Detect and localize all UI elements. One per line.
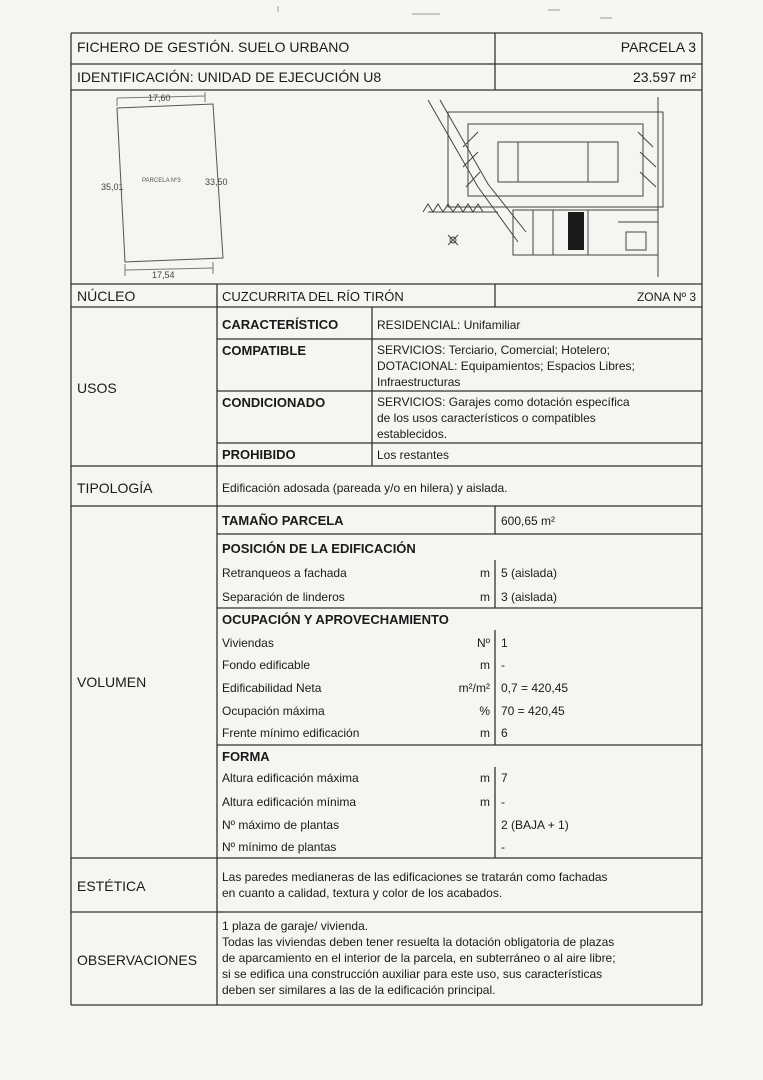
section-title-ocupacion: OCUPACIÓN Y APROVECHAMIENTO: [222, 612, 449, 627]
param-value: 2 (BAJA + 1): [501, 818, 569, 832]
estetica-label: ESTÉTICA: [77, 878, 146, 894]
highlighted-parcel: [568, 212, 584, 250]
document-title: FICHERO DE GESTIÓN. SUELO URBANO: [77, 39, 350, 55]
param-value: 3 (aislada): [501, 590, 558, 604]
param-unit: m: [480, 795, 490, 809]
param-name: Frente mínimo edificación: [222, 726, 360, 740]
param-unit: m: [480, 726, 490, 740]
param-unit: m: [480, 566, 490, 580]
tipologia-label: TIPOLOGÍA: [77, 480, 153, 496]
param-name: Retranqueos a fachada: [222, 566, 347, 580]
param-name: Altura edificación mínima: [222, 795, 357, 809]
param-unit: %: [479, 704, 490, 718]
volumen-label: VOLUMEN: [77, 674, 147, 690]
observaciones-line: deben ser similares a las de la edificación principal.: [222, 983, 496, 997]
param-value: 0,7 = 420,45: [501, 681, 569, 695]
observaciones-line: de aparcamiento en el interior de la parcela, en subterráneo o al aire libre;: [222, 951, 616, 965]
estetica-line: en cuanto a calidad, textura y color de los acabados.: [222, 886, 503, 900]
usos-label: USOS: [77, 380, 117, 396]
nucleo-label: NÚCLEO: [77, 288, 136, 304]
observaciones-line: 1 plaza de garaje/ vivienda.: [222, 919, 369, 933]
usos-value-line: SERVICIOS: Garajes como dotación específica: [377, 395, 630, 409]
site-location-map: [418, 92, 698, 282]
parcela-number: PARCELA 3: [620, 39, 696, 55]
param-name: Fondo edificable: [222, 658, 311, 672]
usos-value-line: establecidos.: [377, 427, 448, 441]
plan-top-dimension: 17,60: [148, 93, 171, 103]
section-title-posicion: POSICIÓN DE LA EDIFICACIÓN: [222, 541, 416, 556]
nucleo-value: CUZCURRITA DEL RÍO TIRÓN: [222, 289, 404, 304]
plan-parcel-label: PARCELA Nº3: [142, 178, 181, 184]
observaciones-line: Todas las viviendas deben tener resuelta la dotación obligatoria de plazas: [222, 935, 615, 949]
usos-key-condicionado: CONDICIONADO: [222, 395, 326, 410]
usos-key-caracteristico: CARACTERÍSTICO: [222, 317, 339, 332]
param-name: Nº máximo de plantas: [222, 818, 340, 832]
usos-value-line: Los restantes: [377, 448, 450, 462]
plan-right-dimension: 33,50: [205, 177, 228, 187]
usos-value-line: RESIDENCIAL: Unifamiliar: [377, 318, 521, 332]
param-value: 6: [501, 726, 508, 740]
param-value: 5 (aislada): [501, 566, 558, 580]
zona-value: ZONA Nº 3: [636, 290, 696, 304]
param-unit: m: [480, 771, 490, 785]
estetica-line: Las paredes medianeras de las edificaciones se tratarán como fachadas: [222, 870, 608, 884]
tamano-parcela-label: TAMAÑO PARCELA: [222, 513, 344, 528]
observaciones-label: OBSERVACIONES: [77, 952, 198, 968]
superficie: 23.597 m²: [632, 69, 696, 85]
param-unit: m: [480, 590, 490, 604]
observaciones-line: si se edifica una construcción auxiliar para este uso, sus características: [222, 967, 603, 981]
param-name: Edificabilidad Neta: [222, 681, 322, 695]
tamano-parcela-value: 600,65 m²: [501, 514, 556, 528]
plan-left-dimension: 35,01: [101, 182, 124, 192]
parcel-plan-drawing: [95, 90, 295, 285]
param-name: Altura edificación máxima: [222, 771, 359, 785]
usos-value-line: DOTACIONAL: Equipamientos; Espacios Libres;: [377, 359, 635, 373]
param-value: 70 = 420,45: [501, 704, 565, 718]
identificacion: IDENTIFICACIÓN: UNIDAD DE EJECUCIÓN U8: [77, 69, 382, 85]
usos-key-prohibido: PROHIBIDO: [222, 447, 296, 462]
param-value: -: [501, 658, 505, 672]
param-value: -: [501, 795, 505, 809]
usos-value-line: de los usos característicos o compatibles: [377, 411, 596, 425]
plan-bottom-dimension: 17,54: [152, 270, 175, 280]
tipologia-value: Edificación adosada (pareada y/o en hilera) y aislada.: [222, 481, 508, 495]
usos-value-line: SERVICIOS: Terciario, Comercial; Hotelero;: [377, 343, 610, 357]
param-value: 7: [501, 771, 508, 785]
param-name: Nº mínimo de plantas: [222, 840, 337, 854]
section-title-forma: FORMA: [222, 749, 270, 764]
param-unit: m: [480, 658, 490, 672]
param-name: Separación de linderos: [222, 590, 345, 604]
param-unit: m²/m²: [458, 681, 490, 695]
param-name: Ocupación máxima: [222, 704, 325, 718]
usos-value-line: Infraestructuras: [377, 375, 461, 389]
param-value: -: [501, 840, 505, 854]
param-name: Viviendas: [222, 636, 274, 650]
param-unit: Nº: [476, 636, 490, 650]
usos-key-compatible: COMPATIBLE: [222, 343, 307, 358]
param-value: 1: [501, 636, 508, 650]
